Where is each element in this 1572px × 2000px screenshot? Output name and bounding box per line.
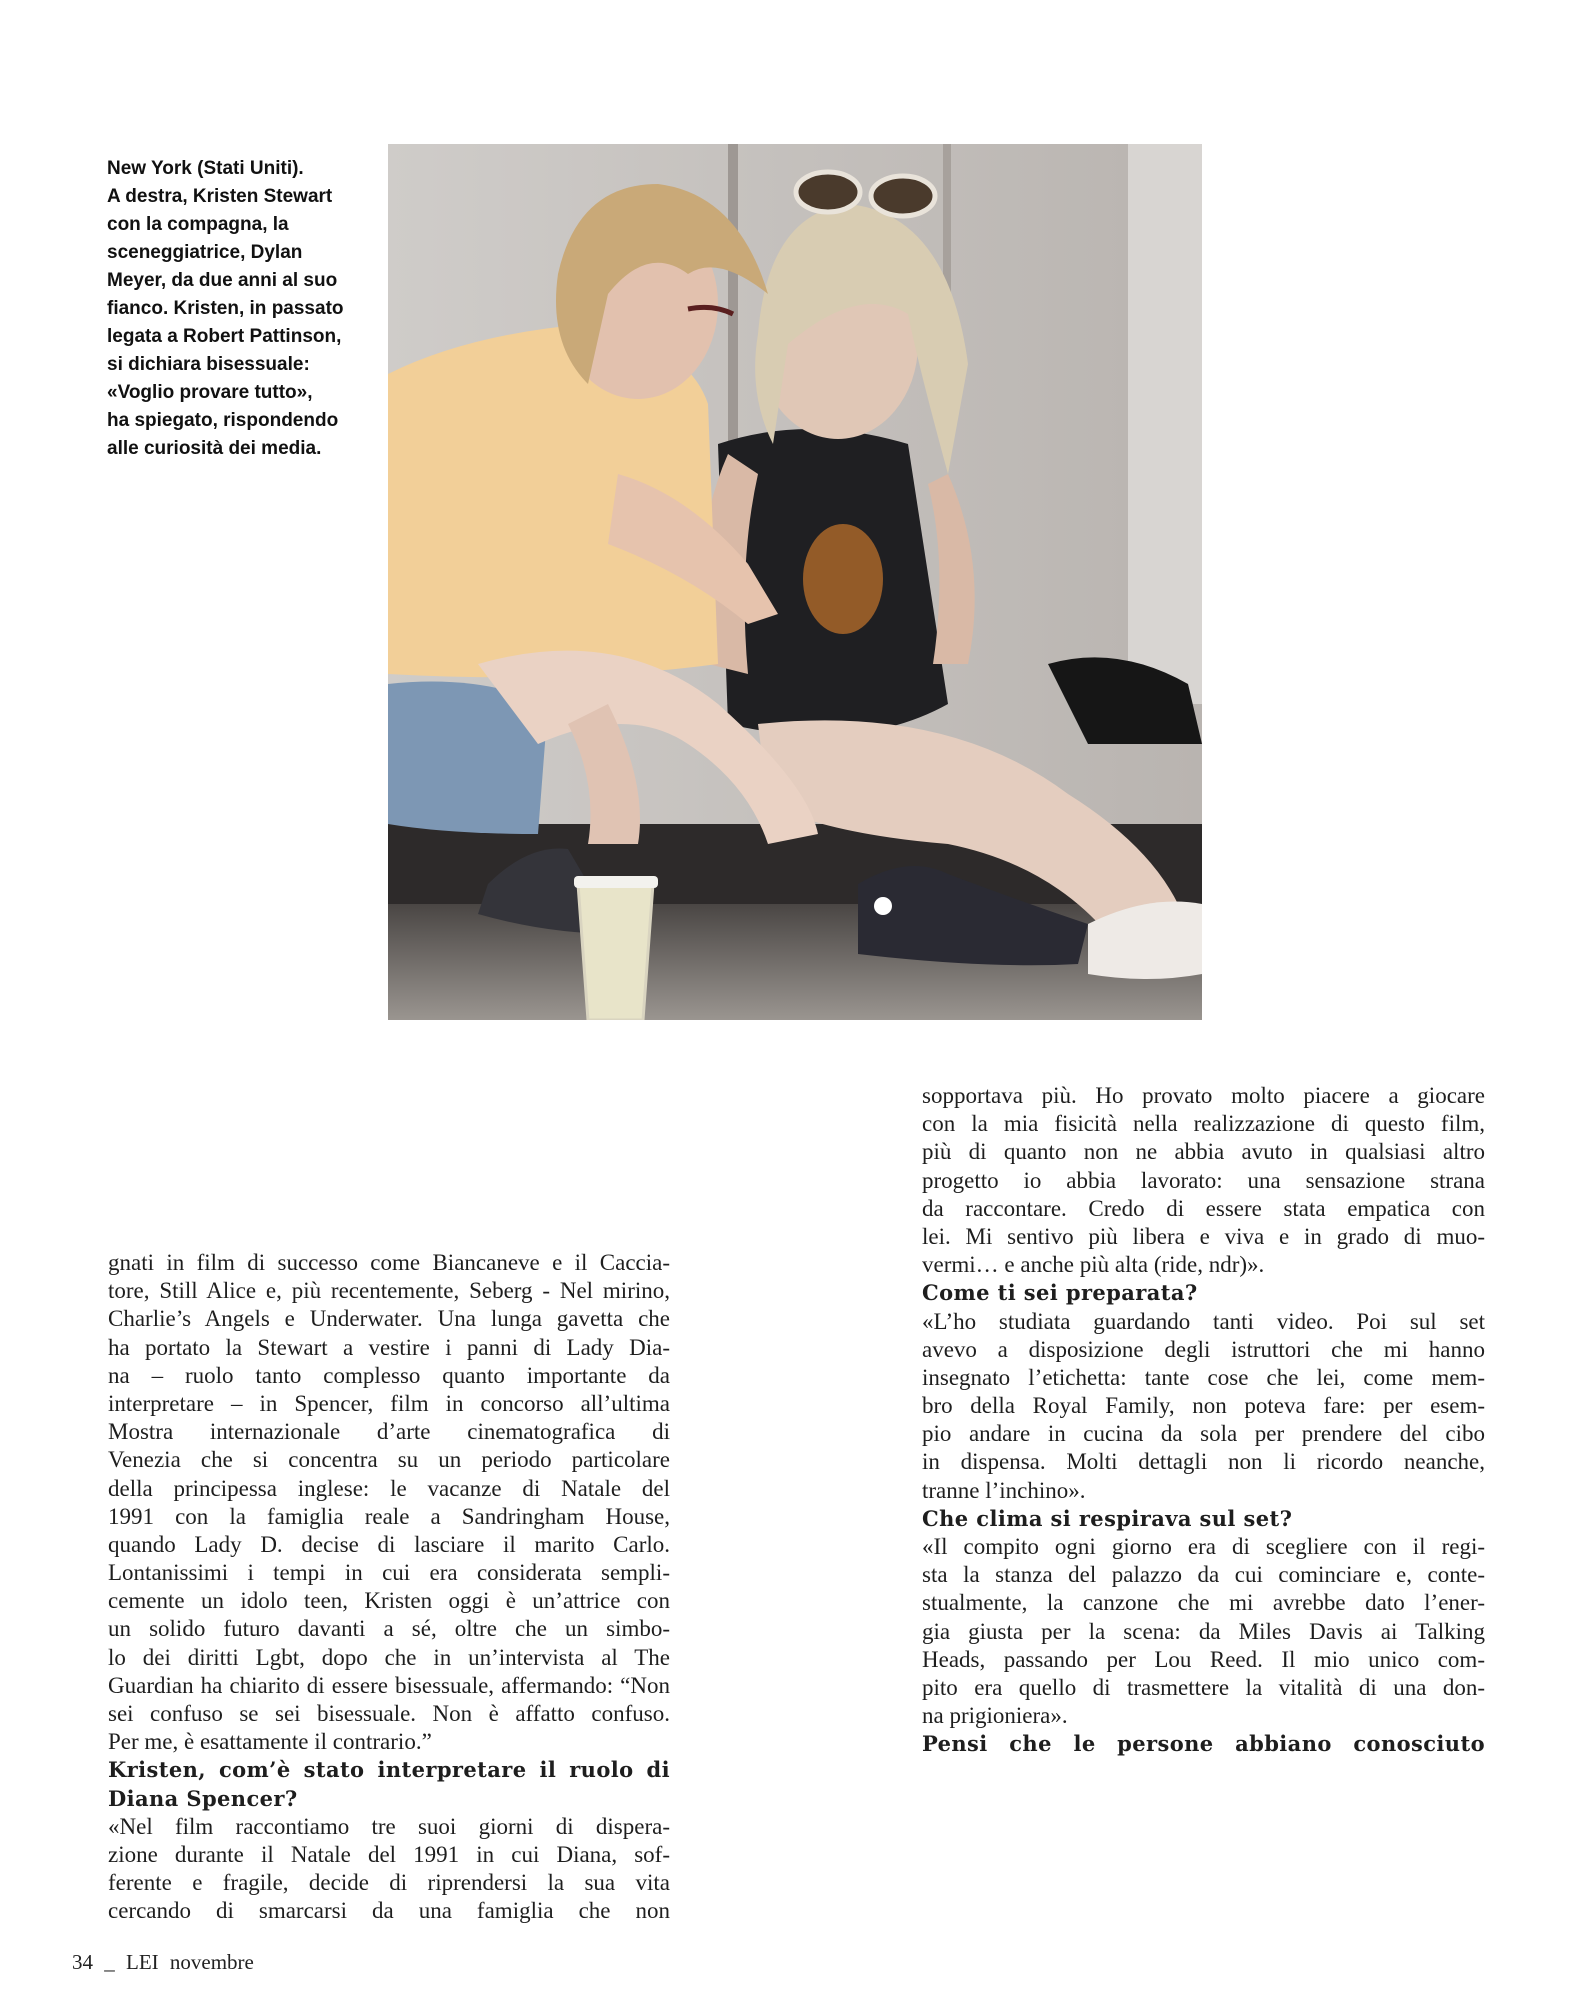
body-line: ha portato la Stewart a vestire i panni di Lady Dia- (108, 1334, 670, 1360)
answer-line: più di quanto non ne abbia avuto in qualsiasi altro (922, 1139, 1485, 1165)
caption-line: legata a Robert Pattinson, (107, 326, 342, 347)
body-line: sei confuso se sei bisessuale. Non è affatto confuso. (108, 1701, 670, 1726)
body-line: Charlie’s Angels e Underwater. Una lunga gavetta che (108, 1306, 670, 1332)
interview-question: Pensi che le persone abbiano conosciuto (922, 1731, 1485, 1757)
article-column-left (108, 1249, 670, 1926)
page-number: 34 (72, 1950, 93, 1974)
body-line: tore, Still Alice e, più recentemente, Seberg - Nel mirino, (108, 1278, 670, 1304)
caption-line: ha spiegato, rispondendo (107, 410, 339, 431)
caption-line: A destra, Kristen Stewart (107, 186, 333, 207)
issue-month: novembre (169, 1950, 254, 1974)
body-line: un solido futuro davanti a sé, oltre che un simbo- (108, 1616, 670, 1642)
answer-line: tranne l’inchino». (922, 1477, 1086, 1503)
interview-question: Come ti sei preparata? (922, 1280, 1198, 1306)
body-line: quando Lady D. decise di lasciare il marito Carlo. (108, 1531, 670, 1557)
answer-line: vermi… e anche più alta (ride, ndr)». (922, 1252, 1265, 1278)
answer-line: da raccontare. Credo di essere stata empatica con (922, 1195, 1485, 1221)
photo-caption (107, 155, 357, 463)
answer-line: «Nel film raccontiamo tre suoi giorni di dispera- (108, 1813, 670, 1839)
answer-line: pio andare in cucina da sola per prendere del cibo (922, 1421, 1485, 1447)
body-line: lo dei diritti Lgbt, dopo che in un’intervista al The (108, 1644, 670, 1670)
caption-line: si dichiara bisessuale: (107, 354, 310, 375)
body-line: della principessa inglese: le vacanze di Natale del (108, 1475, 670, 1501)
caption-line: New York (Stati Uniti). (107, 158, 304, 179)
body-line: 1991 con la famiglia reale a Sandringham House, (108, 1503, 670, 1529)
folio-separator: _ (104, 1950, 115, 1974)
body-line: na – ruolo tanto complesso quanto importante da (108, 1362, 670, 1388)
answer-line: sopportava più. Ho provato molto piacere a giocare (922, 1083, 1485, 1108)
body-line: Guardian ha chiarito di essere bisessuale, affermando: “Non (108, 1672, 670, 1698)
caption-line: alle curiosità dei media. (107, 438, 322, 459)
body-line: Lontanissimi i tempi in cui era considerata sempli- (108, 1560, 670, 1586)
interview-question: Diana Spencer? (108, 1785, 298, 1811)
answer-line: sta la stanza del palazzo da cui cominciare e, conte- (922, 1562, 1485, 1588)
body-line: interpretare – in Spencer, film in concorso all’ultima (108, 1390, 670, 1416)
answer-line: gia giusta per la scena: da Miles Davis ai Talking (922, 1618, 1485, 1644)
article-column-right (922, 1082, 1485, 1759)
magazine-name: LEI (126, 1950, 159, 1974)
answer-line: «Il compito ogni giorno era di scegliere con il regi- (922, 1534, 1485, 1559)
answer-line: lei. Mi sentivo più libera e viva e in grado di muo- (922, 1223, 1485, 1249)
article-photo (388, 144, 1202, 1020)
answer-line: progetto io abbia lavorato: una sensazione strana (922, 1167, 1485, 1193)
answer-line: avevo a disposizione degli istruttori che mi hanno (922, 1336, 1485, 1362)
answer-line: «L’ho studiata guardando tanti video. Poi sul set (922, 1308, 1485, 1334)
body-line: gnati in film di successo come Biancaneve e il Caccia- (108, 1250, 670, 1275)
body-line: Venezia che si concentra su un periodo particolare (108, 1447, 670, 1473)
answer-line: ferente e fragile, decide di riprendersi la sua vita (108, 1870, 670, 1896)
caption-line: sceneggiatrice, Dylan (107, 242, 303, 263)
caption-line: fianco. Kristen, in passato (107, 298, 344, 319)
caption-line: «Voglio provare tutto», (107, 382, 313, 403)
body-line: Mostra internazionale d’arte cinematografica di (108, 1419, 670, 1445)
answer-line: na prigioniera». (922, 1703, 1068, 1729)
caption-line: con la compagna, la (107, 214, 289, 235)
answer-line: stualmente, la canzone che mi avrebbe dato l’ener- (922, 1590, 1485, 1616)
body-line: cemente un idolo teen, Kristen oggi è un’attrice con (108, 1588, 670, 1614)
page-folio (72, 1950, 260, 1975)
interview-question: Kristen, com’è stato interpretare il ruolo di (108, 1757, 670, 1783)
answer-line: pito era quello di trasmettere la vitalità di una don- (922, 1674, 1485, 1700)
answer-line: cercando di smarcarsi da una famiglia che non (108, 1898, 670, 1924)
answer-line: insegnato l’etichetta: tante cose che lei, come mem- (922, 1364, 1485, 1390)
answer-line: con la mia fisicità nella realizzazione di questo film, (922, 1111, 1485, 1137)
answer-line: Heads, passando per Lou Reed. Il mio unico com- (922, 1646, 1485, 1672)
caption-line: Meyer, da due anni al suo (107, 270, 338, 291)
answer-line: zione durante il Natale del 1991 in cui Diana, sof- (108, 1841, 670, 1867)
answer-line: bro della Royal Family, non poteva fare: per esem- (922, 1393, 1485, 1419)
body-line: Per me, è esattamente il contrario.” (108, 1729, 432, 1755)
answer-line: in dispensa. Molti dettagli non li ricordo neanche, (922, 1449, 1485, 1475)
interview-question: Che clima si respirava sul set? (922, 1505, 1293, 1531)
